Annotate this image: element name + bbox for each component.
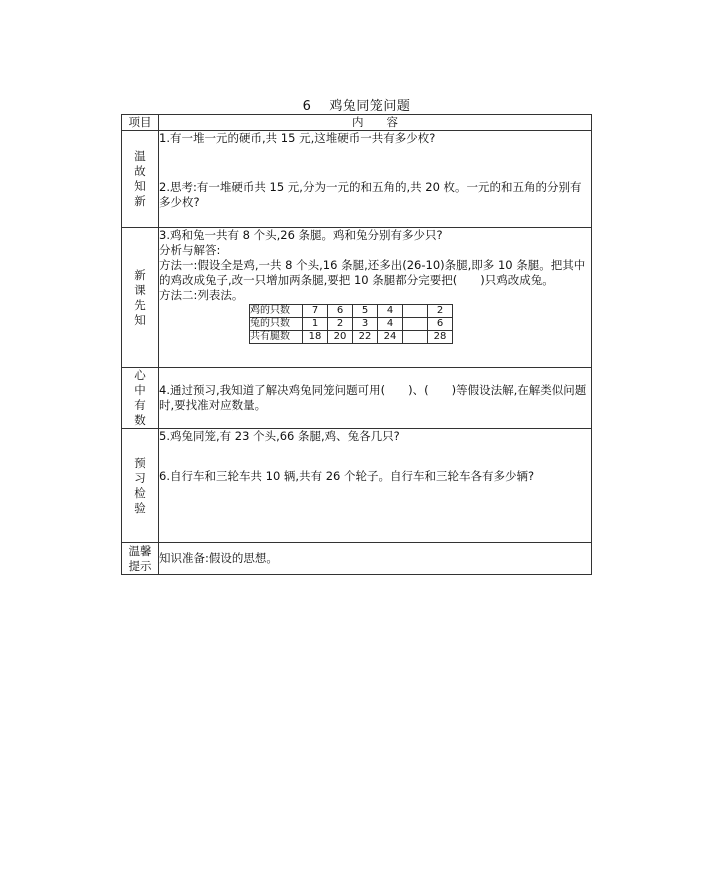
review-row [122, 131, 592, 228]
question-4: 4.通过预习,我知道了解决鸡兔同笼问题可用( )、( )等假设法解,在解类似问题时,要找准对应数量。 [159, 383, 587, 412]
page-title [0, 95, 713, 114]
table-cell-blank [403, 331, 428, 344]
tip-label [122, 543, 159, 575]
table-cell: 6 [428, 318, 453, 331]
row-header-legs: 共有腿数 [250, 331, 303, 344]
question-1: 1.有一堆一元的硬币,共 15 元,这堆硬币一共有多少枚? [159, 131, 436, 145]
table-cell: 24 [378, 331, 403, 344]
mind-label-text: 心中有数 [134, 368, 146, 427]
mind-row [122, 368, 592, 429]
header-project: 项目 [122, 115, 159, 131]
row-header-rabbits: 兔的只数 [250, 318, 303, 331]
table-cell: 20 [328, 331, 353, 344]
tip-label-text: 温馨提示 [128, 543, 152, 573]
table-cell: 2 [428, 305, 453, 318]
row-header-chickens: 鸡的只数 [250, 305, 303, 318]
table-cell-blank [403, 318, 428, 331]
method-2: 方法二:列表法。 [159, 288, 244, 302]
table-cell: 5 [353, 305, 378, 318]
tip-content [159, 543, 592, 575]
table-row [250, 318, 453, 331]
header-content [159, 115, 592, 131]
mind-label [122, 368, 159, 429]
method-1: 方法一:假设全是鸡,一共 8 个头,16 条腿,还多出(26-10)条腿,即多 10 条腿。把其中的鸡改成兔子,改一只增加两条腿,要把 10 条腿都分完要把( )只鸡改成兔。 [159, 258, 586, 287]
mind-content [159, 368, 592, 429]
check-label [122, 429, 159, 543]
new-row [122, 228, 592, 368]
table-row [250, 331, 453, 344]
table-cell-blank [403, 305, 428, 318]
question-6: 6.自行车和三轮车共 10 辆,共有 26 个轮子。自行车和三轮车各有多少辆? [159, 469, 535, 483]
table-cell: 2 [328, 318, 353, 331]
table-cell: 3 [353, 318, 378, 331]
lesson-number: 6 [302, 99, 312, 114]
table-row [250, 305, 453, 318]
table-cell: 22 [353, 331, 378, 344]
tip-row [122, 543, 592, 575]
enumeration-table [249, 304, 453, 344]
check-row [122, 429, 592, 543]
review-label [122, 131, 159, 228]
table-cell: 6 [328, 305, 353, 318]
check-label-text: 预习检验 [134, 455, 146, 515]
lesson-title: 鸡兔同笼问题 [329, 99, 411, 114]
question-2: 2.思考:有一堆硬币共 15 元,分为一元的和五角的,共 20 枚。一元的和五角的分别有多少枚? [159, 180, 582, 209]
question-3: 3.鸡和兔一共有 8 个头,26 条腿。鸡和兔分别有多少只? [159, 228, 443, 242]
table-cell: 4 [378, 305, 403, 318]
new-label-text: 新课先知 [134, 267, 146, 327]
tip-text: 知识准备:假设的思想。 [159, 551, 278, 565]
header-row [122, 115, 592, 131]
review-label-text: 温故知新 [134, 149, 146, 208]
table-cell: 18 [303, 331, 328, 344]
table-cell: 4 [378, 318, 403, 331]
new-label [122, 228, 159, 368]
analysis-heading: 分析与解答: [159, 243, 221, 257]
check-content [159, 429, 592, 543]
review-content [159, 131, 592, 228]
worksheet-table [121, 114, 592, 575]
question-5: 5.鸡兔同笼,有 23 个头,66 条腿,鸡、兔各几只? [159, 429, 400, 443]
table-cell: 28 [428, 331, 453, 344]
table-cell: 7 [303, 305, 328, 318]
table-cell: 1 [303, 318, 328, 331]
header-content-text: 内 容 [352, 115, 398, 129]
new-content [159, 228, 592, 368]
